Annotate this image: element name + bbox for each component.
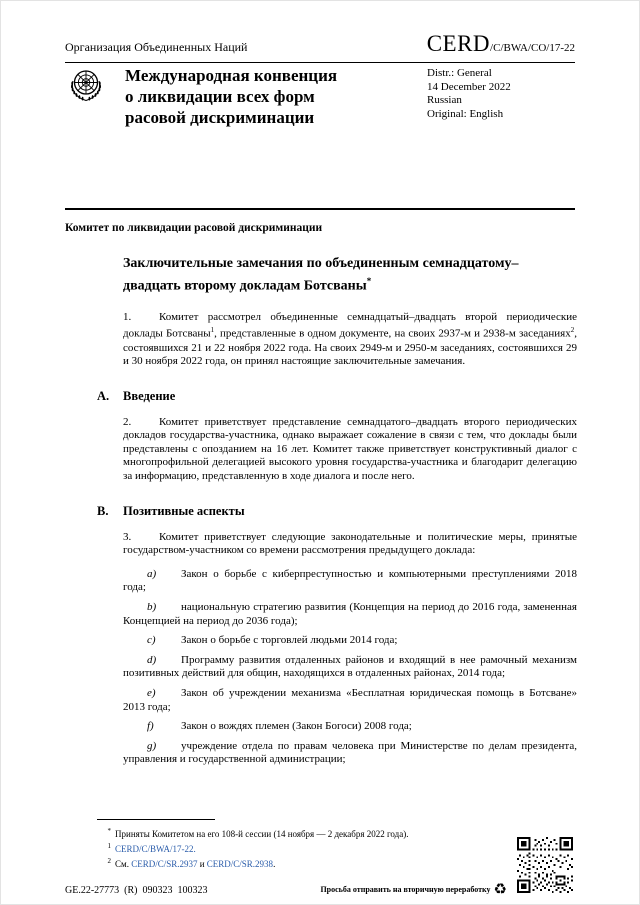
section-letter: B.	[97, 503, 109, 518]
footnote-ref-2: 2	[570, 326, 575, 335]
footnote-2	[97, 855, 567, 870]
subparagraph-letter: d)	[147, 653, 157, 666]
subparagraph-letter: c)	[147, 634, 156, 647]
footnote-text: Приняты Комитетом на его 108-й сессии (14 ноября — 2 декабря 2022 года).	[115, 829, 409, 839]
subparagraph-b	[123, 601, 577, 628]
title-footnote-ref: *	[366, 275, 372, 286]
document-symbol	[427, 31, 575, 57]
recycle-notice	[320, 882, 507, 897]
recycle-icon: ♻	[493, 880, 507, 898]
distribution-block	[427, 65, 575, 128]
paragraph-2	[123, 416, 577, 484]
paragraph-1	[123, 311, 577, 369]
convention-title-line2: о ликвидации всех форм	[125, 87, 315, 106]
document-symbol-series: CERD	[426, 31, 491, 56]
subparagraph-text: Закон о борьбе с киберпреступностью и компьютерными преступлениями 2018 года;	[123, 567, 577, 594]
section-letter: A.	[97, 388, 110, 403]
footnote-text: См.	[115, 859, 132, 869]
subparagraph-a	[123, 568, 577, 595]
paragraph-text: Комитет рассмотрел объединенные семнадцатый–двадцать второй периодические доклады Ботсваны	[123, 310, 577, 340]
subparagraph-f	[123, 720, 577, 734]
subparagraph-text: Закон о борьбе с торговлей людьми 2014 года;	[181, 634, 398, 647]
subparagraph-text: Закон о вождях племен (Закон Богоси) 2008 года;	[181, 720, 412, 733]
un-organization-label: Организация Объединенных Наций	[65, 40, 248, 54]
language-line: Russian	[427, 94, 462, 106]
original-language-line: Original: English	[427, 107, 504, 120]
paragraph-text: Комитет приветствует следующие законодательные и политические меры, принятые государством-участником со времени рассмотрения предыдущего доклада:	[123, 530, 577, 557]
subparagraph-text: национальную стратегию развития (Концепция на период до 2016 года, замененная Концепцией на период до 2036 года);	[123, 601, 577, 627]
paragraph-number: 3.	[123, 530, 132, 543]
subparagraph-letter: e)	[147, 687, 156, 699]
subparagraph-letter: a)	[147, 567, 157, 580]
footnote-link-sr2938[interactable]: CERD/C/SR.2938	[206, 859, 274, 869]
subparagraph-letter: f)	[147, 720, 154, 733]
subparagraph-letter: b)	[147, 601, 157, 614]
document-symbol-number: /C/BWA/CO/17-22	[490, 42, 575, 54]
document-title-text: Заключительные замечания по объединенным семнадцатому–двадцать второму докладам Ботсваны	[123, 256, 519, 294]
footnote-text: и	[197, 859, 207, 869]
footnotes-block	[97, 819, 567, 870]
footnote-link-bwa-17-22[interactable]: CERD/C/BWA/17-22.	[115, 844, 196, 854]
paragraph-text: , состоявшихся 21 и 22 ноября 2022 года. На своих 2949-м и 2950-м заседаниях, состоявшихся 29 и 30 ноября 2022 года, он принял настоящие заключительные замечания.	[123, 327, 577, 368]
convention-title-line1: Международная конвенция	[125, 66, 338, 85]
document-body	[97, 255, 577, 773]
subparagraph-text: Закон об учреждении механизма «Бесплатная юридическая помощь в Ботсване» 2013 года;	[123, 687, 577, 713]
footnote-text: .	[273, 859, 276, 869]
paragraph-text: , представленные в одном документе, на своих 2937-м и 2938-м заседаниях	[214, 327, 571, 340]
subparagraph-text: учреждение отдела по правам человека при Министерстве по делам президента, управления и государственной администрации;	[123, 739, 577, 766]
date-line: 14 December 2022	[427, 80, 511, 93]
committee-name: Комитет по ликвидации расовой дискриминации	[65, 222, 323, 234]
subparagraph-g	[123, 740, 577, 767]
footnote-marker: *	[107, 827, 111, 835]
recycle-text: Просьба отправить на вторичную переработку	[320, 885, 491, 894]
convention-title-line3: расовой дискриминации	[125, 108, 315, 127]
section-a-heading	[97, 388, 577, 404]
paragraph-3	[123, 531, 577, 558]
document-title	[123, 255, 543, 295]
subparagraph-d	[123, 654, 577, 681]
footnote-marker: 2	[107, 857, 111, 865]
thick-divider	[65, 208, 575, 210]
masthead	[65, 65, 575, 128]
footnote-ref-1: 1	[210, 326, 215, 335]
convention-title	[125, 65, 337, 128]
ge-number: GE.22-27773 (R) 090323 100323	[65, 885, 208, 896]
footnote-star	[97, 825, 567, 840]
footnote-1	[97, 840, 567, 855]
un-emblem-icon	[65, 65, 125, 128]
subparagraph-e	[123, 687, 577, 714]
paragraph-number: 2.	[123, 415, 132, 428]
qr-code	[517, 837, 573, 893]
distr-line: Distr.: General	[427, 67, 492, 79]
footnote-separator	[97, 819, 215, 820]
paragraph-text: Комитет приветствует представление семнадцатого–двадцать второго периодических докладов государства-участника, однако выражает сожаление в связи с тем, что доклады были представлены с опозданием на 16 лет. Комитет также приветствует конструктивный диалог с многопрофильной делегацией высокого уровня государства-участника и благодарит делегацию за информацию, представленную в ходе диалога и после него.	[123, 415, 577, 483]
subparagraph-letter: g)	[147, 739, 157, 752]
section-b-heading	[97, 503, 577, 519]
paragraph-number: 1.	[123, 310, 132, 323]
footnote-marker: 1	[107, 842, 111, 850]
page-header	[65, 31, 575, 63]
section-title: Введение	[123, 388, 176, 403]
footnote-link-sr2937[interactable]: CERD/C/SR.2937	[131, 859, 198, 869]
section-title: Позитивные аспекты	[123, 503, 245, 518]
subparagraph-c	[123, 634, 577, 648]
subparagraph-text: Программу развития отдаленных районов и входящий в нее рамочный механизм позитивных действий для общин, находящихся в отдаленных районах, 2014 года;	[123, 653, 577, 680]
